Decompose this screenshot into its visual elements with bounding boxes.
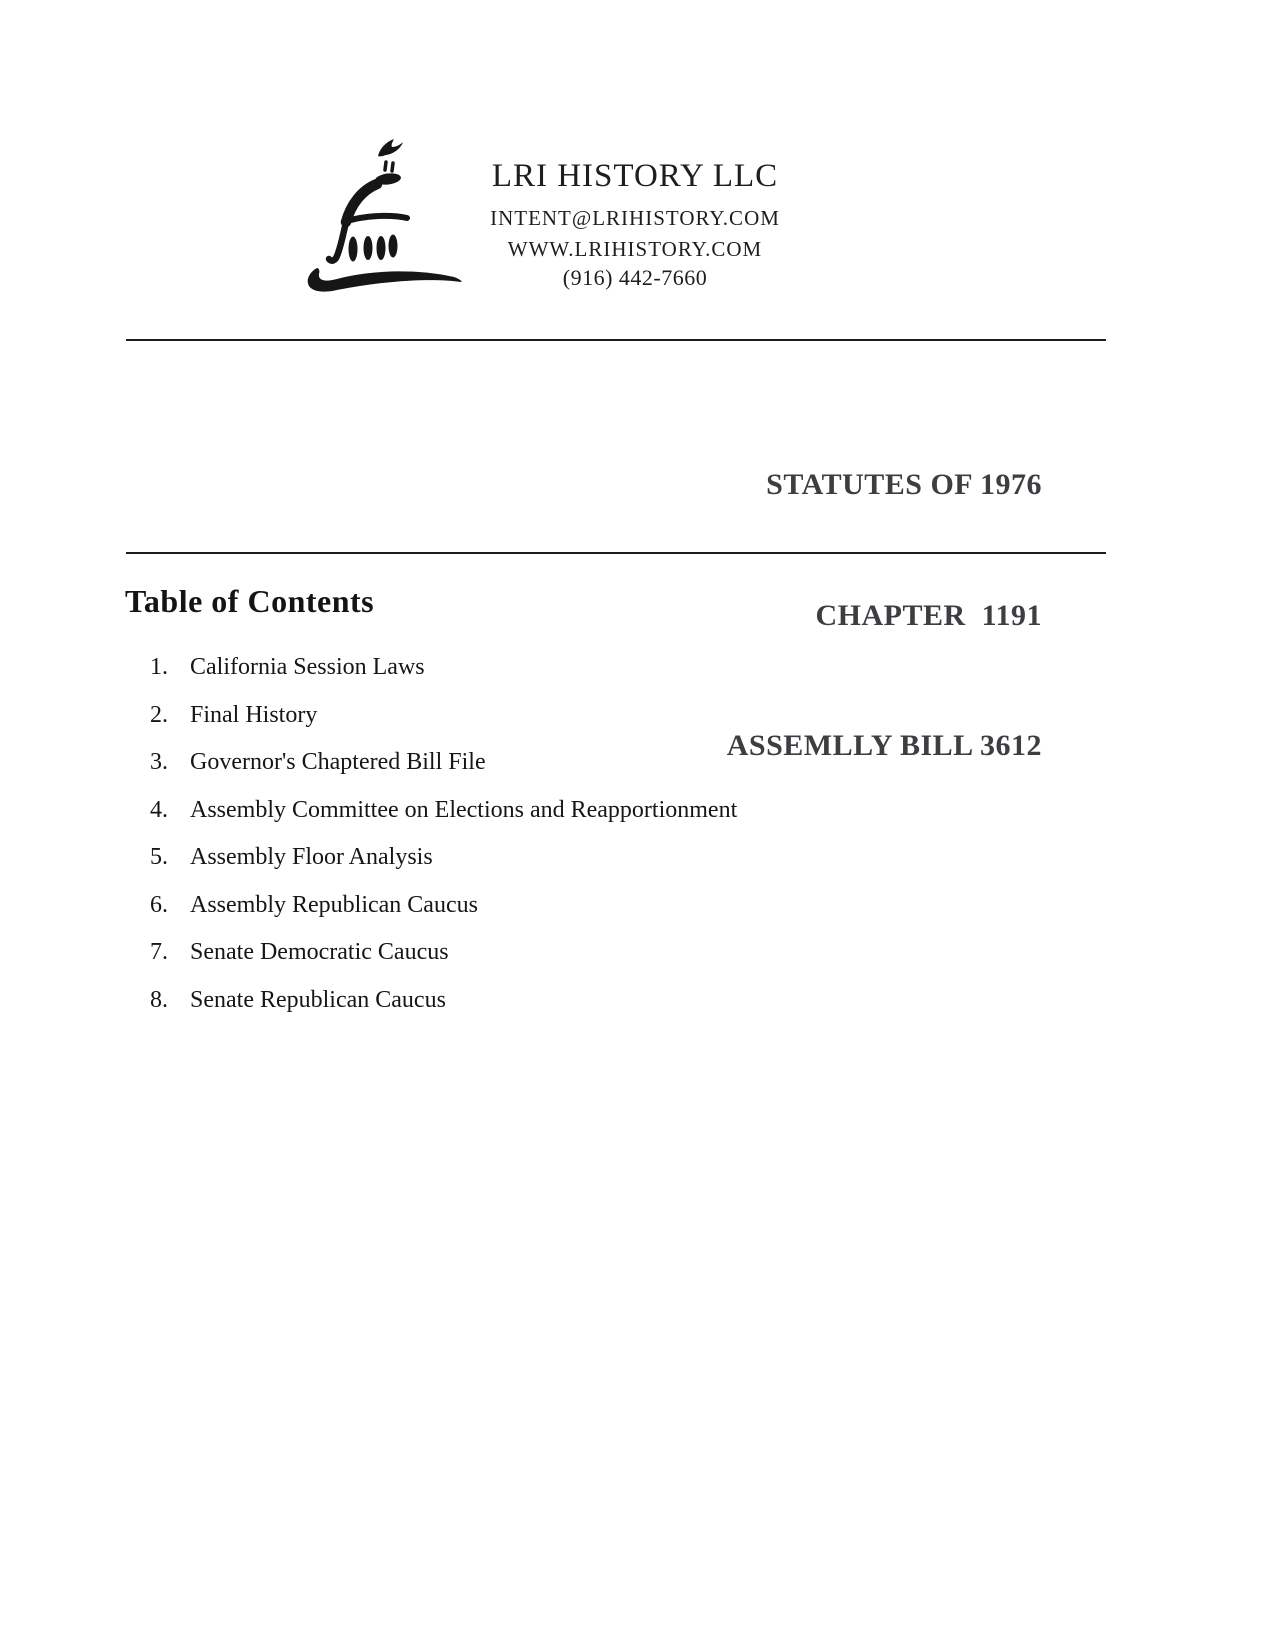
toc-item-number: 3. — [150, 749, 168, 775]
toc-item-number: 5. — [150, 844, 168, 870]
company-phone: (916) 442-7660 — [562, 265, 708, 290]
company-name: LRI HISTORY LLC — [491, 158, 779, 194]
title-line-chapter: CHAPTER 1191 — [815, 598, 1042, 632]
title-line-bill: ASSEMLLY BILL 3612 — [726, 729, 1042, 762]
toc-item — [150, 834, 737, 882]
divider-bottom — [126, 552, 1106, 554]
toc-item-label: California Session Laws — [190, 654, 425, 680]
toc-item-label: Final History — [190, 701, 318, 728]
toc-item-label: Assembly Floor Analysis — [190, 844, 433, 870]
toc-heading: Table of Contents — [125, 583, 375, 619]
toc-item-number: 7. — [150, 939, 168, 965]
divider-top — [126, 339, 1106, 341]
document-title-block — [727, 376, 1042, 855]
toc-item-number: 1. — [150, 654, 168, 680]
toc-item — [150, 644, 737, 692]
toc-item-label: Governor's Chaptered Bill File — [190, 749, 486, 775]
toc-item — [150, 929, 737, 977]
toc-item — [150, 882, 737, 930]
toc-item — [150, 739, 737, 787]
toc-item-label: Assembly Republican Caucus — [190, 891, 478, 918]
toc-list — [150, 644, 737, 1024]
toc-item-number: 2. — [150, 701, 168, 728]
toc-item-number: 4. — [150, 796, 168, 823]
company-email: INTENT@LRIHISTORY.COM — [490, 206, 780, 230]
company-website: WWW.LRIHISTORY.COM — [507, 237, 763, 261]
toc-item — [150, 787, 737, 835]
title-line-statutes: STATUTES OF 1976 — [766, 468, 1042, 501]
toc-item-number: 6. — [150, 891, 168, 918]
toc-item-label: Senate Democratic Caucus — [190, 939, 449, 965]
toc-item — [150, 692, 737, 740]
toc-item-label: Senate Republican Caucus — [190, 986, 446, 1013]
toc-item-number: 8. — [150, 986, 168, 1013]
toc-item-label: Assembly Committee on Elections and Reapportionment — [190, 796, 738, 823]
toc-item — [150, 977, 737, 1025]
